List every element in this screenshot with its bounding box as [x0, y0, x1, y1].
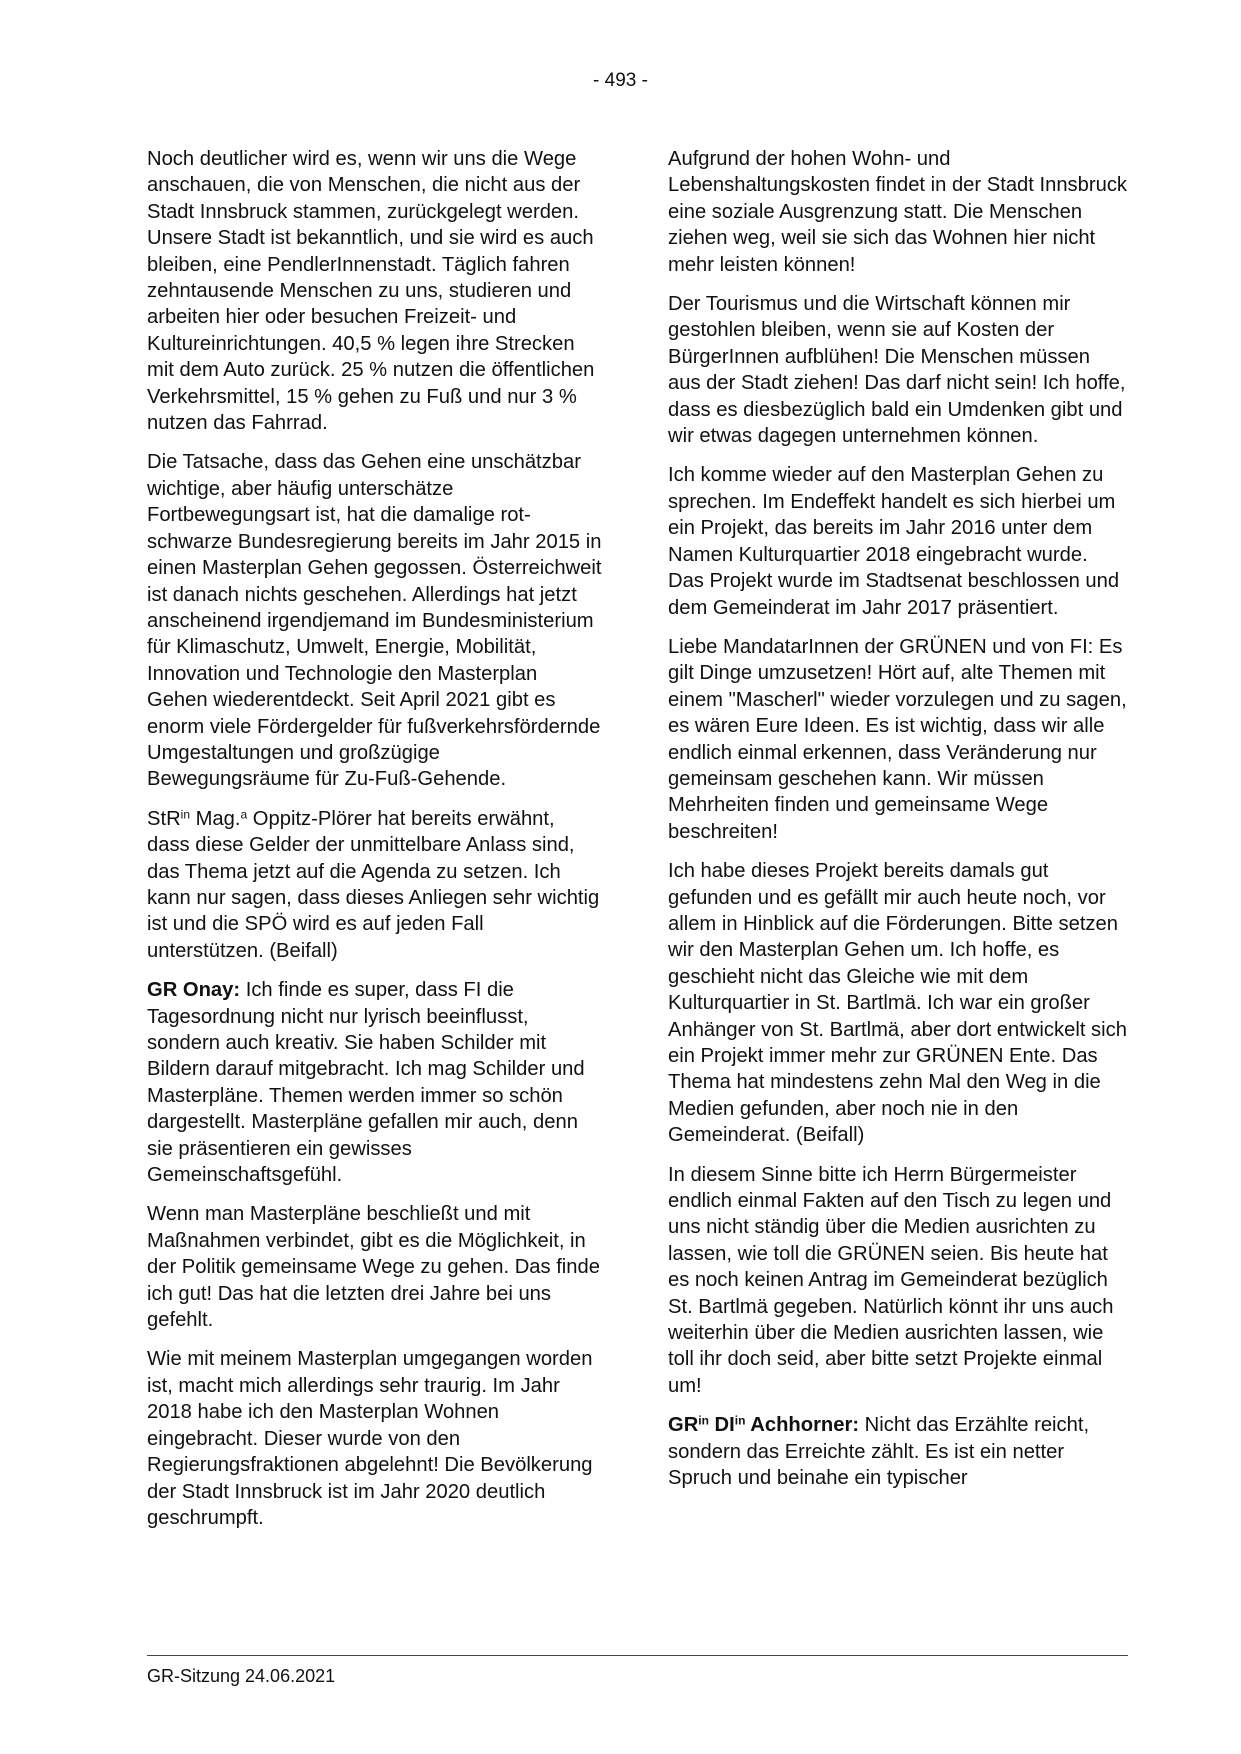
- left-column: [147, 146, 602, 1544]
- paragraph-text: Ich finde es super, dass FI die Tagesordnung nicht nur lyrisch beeinflusst, sondern auch kreativ. Sie haben Schilder mit Bildern darauf mitgebracht. Ich mag Schilder und Masterpläne. Themen werden immer so schön dargestellt. Masterpläne gefallen mir auch, denn sie präsentieren ein gewisses Gemeinschaftsgefühl.: [147, 979, 585, 1187]
- paragraph: Aufgrund der hohen Wohn- und Lebenshaltungskosten findet in der Stadt Innsbruck eine soziale Ausgrenzung statt. Die Menschen ziehen weg, weil sie sich das Wohnen hier nicht mehr leisten können!: [668, 148, 1128, 276]
- page-number: - 493 -: [593, 70, 648, 91]
- gender-superscript: a: [240, 807, 248, 822]
- paragraph: Der Tourismus und die Wirtschaft können mir gestohlen bleiben, wenn sie auf Kosten der BürgerInnen aufblühen! Die Menschen müssen aus der Stadt ziehen! Das darf nicht sein! Ich hoffe, dass es diesbezüglich bald ein Umdenken gibt und wir etwas dagegen unternehmen können.: [668, 293, 1126, 448]
- paragraph: In diesem Sinne bitte ich Herrn Bürgermeister endlich einmal Fakten auf den Tisch zu legen und uns nicht ständig über die Medien ausrichten zu lassen, wie toll die GRÜNEN seien. Bis heute hat es noch keinen Antrag im Gemeinderat bezüglich St. Bartlmä gegeben. Natürlich könnt ihr uns auch weiterhin über die Medien ausrichten lassen, wie toll ihr doch seid, aber bitte setzt Projekte einmal um!: [668, 1163, 1114, 1397]
- paragraph-text: Oppitz-Plörer hat bereits erwähnt, dass diese Gelder der unmittelbare Anlass sind, das Thema jetzt auf die Agenda zu setzen. Ich kann nur sagen, dass dieses Anliegen sehr wichtig ist und die SPÖ wird es auf jeden Fall unterstützen. (Beifall): [147, 807, 600, 962]
- speaker-name: GR Onay:: [147, 979, 241, 1002]
- speaker-name: DI: [708, 1414, 735, 1437]
- right-column: [668, 146, 1128, 1505]
- paragraph: Noch deutlicher wird es, wenn wir uns die Wege anschauen, die von Menschen, die nicht aus der Stadt Innsbruck stammen, zurückgelegt werden. Unsere Stadt ist bekanntlich, und sie wird es auch bleiben, eine PendlerInnenstadt. Täglich fahren zehntausende Menschen zu uns, studieren und arbeiten hier oder besuchen Freizeit- und Kultureinrichtungen. 40,5 % legen ihre Strecken mit dem Auto zurück. 25 % nutzen die öffentlichen Verkehrsmittel, 15 % gehen zu Fuß und nur 3 % nutzen das Fahrrad.: [147, 148, 595, 435]
- gender-superscript: in: [698, 1413, 709, 1428]
- speaker-name: GR: [668, 1414, 699, 1437]
- paragraph: Wenn man Masterpläne beschließt und mit Maßnahmen verbindet, gibt es die Möglichkeit, in der Politik gemeinsame Wege zu gehen. Das finde ich gut! Das hat die letzten drei Jahre bei uns gefehlt.: [147, 1203, 600, 1332]
- paragraph: Liebe MandatarInnen der GRÜNEN und von FI: Es gilt Dinge umzusetzen! Hört auf, alte Themen mit einem "Mascherl" wieder vorzulegen und zu sagen, es wären Eure Ideen. Es ist wichtig, dass wir alle endlich einmal erkennen, dass Veränderung nur gemeinsam geschehen kann. Wir müssen Mehrheiten finden und gemeinsame Wege beschreiten!: [668, 635, 1127, 843]
- speaker-title: Mag.: [190, 807, 241, 830]
- speaker-name: Achhorner:: [745, 1414, 860, 1437]
- gender-superscript: in: [734, 1413, 746, 1428]
- paragraph: [668, 1412, 1128, 1491]
- paragraph: Ich habe dieses Projekt bereits damals gut gefunden und es gefällt mir auch heute noch, vor allem in Hinblick auf die Förderungen. Bitte setzen wir den Masterplan Gehen um. Ich hoffe, es geschieht nicht das Gleiche wie mit dem Kulturquartier in St. Bartlmä. Ich war ein großer Anhänger von St. Bartlmä, aber dort entwickelt sich ein Projekt immer mehr zur GRÜNEN Ente. Das Thema hat mindestens zehn Mal den Weg in die Medien gefunden, aber noch nie in den Gemeinderat. (Beifall): [668, 860, 1127, 1147]
- paragraph: Die Tatsache, dass das Gehen eine unschätzbar wichtige, aber häufig unterschätze Fortbewegungsart ist, hat die damalige rot-schwarze Bundesregierung bereits im Jahr 2015 in einen Masterplan Gehen gegossen. Österreichweit ist danach nichts geschehen. Allerdings hat jetzt anscheinend irgendjemand im Bundesministerium für Klimaschutz, Umwelt, Energie, Mobilität, Innovation und Technologie den Masterplan Gehen wiederentdeckt. Seit April 2021 gibt es enorm viele Fördergelder für fußverkehrsfördernde Umgestaltungen und großzügige Bewegungsräume für Zu-Fuß-Gehende.: [147, 451, 602, 791]
- paragraph: Ich komme wieder auf den Masterplan Gehen zu sprechen. Im Endeffekt handelt es sich hierbei um ein Projekt, das bereits im Jahr 2016 unter dem Namen Kulturquartier 2018 eingebracht wurde. Das Projekt wurde im Stadtsenat beschlossen und dem Gemeinderat im Jahr 2017 präsentiert.: [668, 464, 1120, 619]
- footer-session-date: GR-Sitzung 24.06.2021: [147, 1666, 336, 1686]
- paragraph: Wie mit meinem Masterplan umgegangen worden ist, macht mich allerdings sehr traurig. Im Jahr 2018 habe ich den Masterplan Wohnen eingebracht. Dieser wurde von den Regierungsfraktionen abgelehnt! Die Bevölkerung der Stadt Innsbruck ist im Jahr 2020 deutlich geschrumpft.: [147, 1348, 593, 1529]
- footer-divider: [147, 1655, 1128, 1656]
- gender-superscript: in: [180, 807, 190, 822]
- paragraph-text: Nicht das Erzählte reicht, sondern das Erreichte zählt. Es ist ein netter Spruch und beinahe ein typischer: [668, 1414, 1090, 1490]
- paragraph: [147, 977, 602, 1188]
- paragraph: [147, 806, 602, 964]
- speaker-title: StR: [147, 807, 181, 830]
